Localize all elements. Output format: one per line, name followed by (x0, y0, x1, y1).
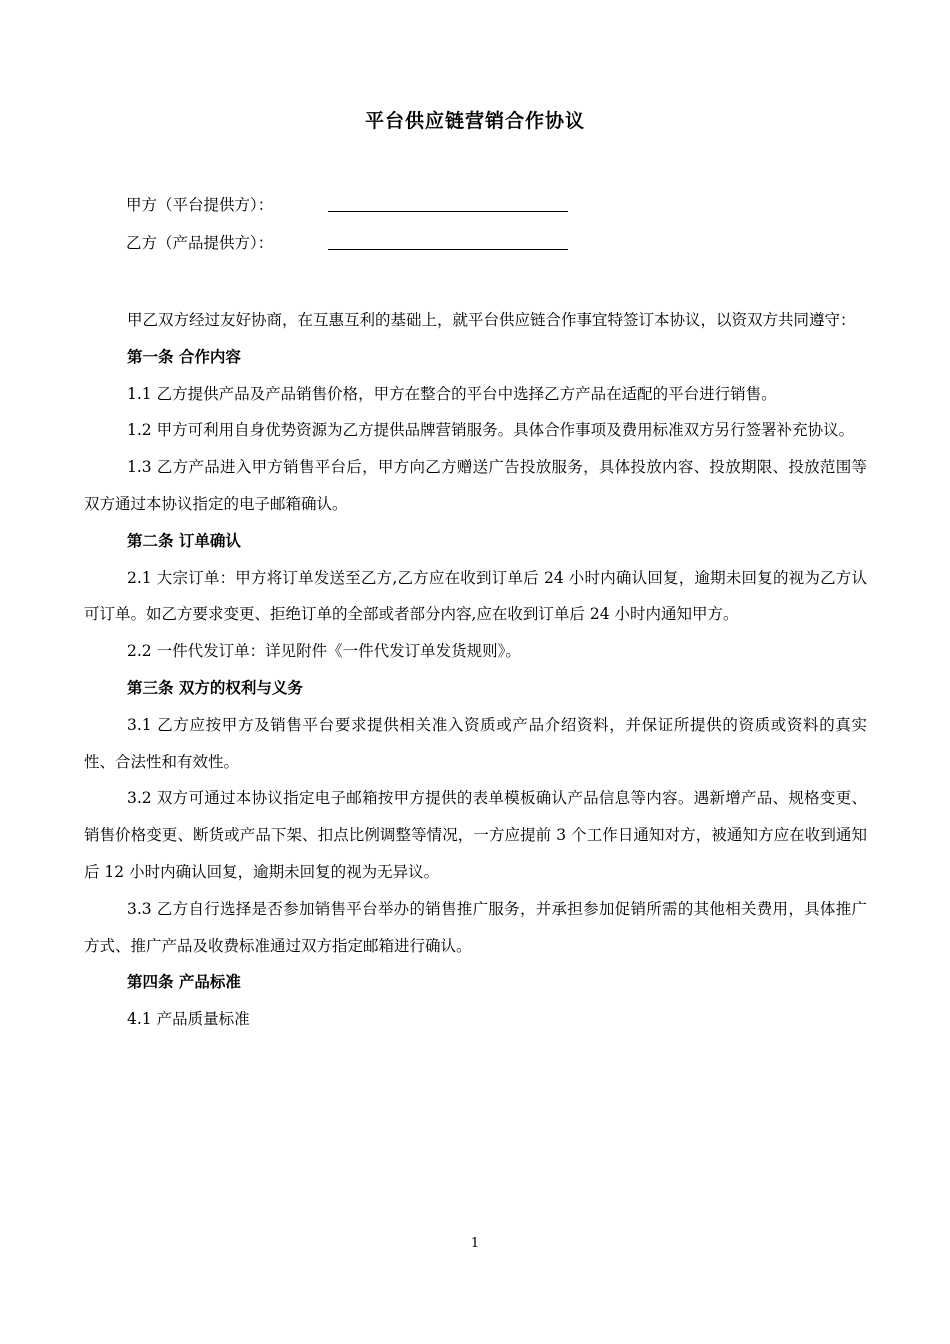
party-a-row (126, 193, 328, 217)
party-a-label: 甲方（平台提供方）： (126, 196, 274, 214)
party-b-blank-line (328, 249, 568, 250)
section-heading: 第四条 产品标准 (127, 973, 241, 992)
party-b-label: 乙方（产品提供方）： (126, 234, 274, 252)
page-number: 1 (470, 1236, 480, 1251)
section-heading: 第三条 双方的权利与义务 (127, 678, 303, 697)
clause: 3.1 乙方应按甲方及销售平台要求提供相关准入资质或产品介绍资料，并保证所提供的资质或资料的真实性、合法性和有效性。 (84, 715, 867, 771)
party-b-row (126, 231, 328, 255)
section-heading: 第一条 合作内容 (127, 347, 241, 366)
clause: 4.1 产品质量标准 (127, 1010, 250, 1029)
clause: 1.2 甲方可利用自身优势资源为乙方提供品牌营销服务。具体合作事项及费用标准双方另行签署补充协议。 (127, 421, 855, 440)
clause: 2.1 大宗订单：甲方将订单发送至乙方,乙方应在收到订单后 24 小时内确认回复，逾期未回复的视为乙方认可订单。如乙方要求变更、拒绝订单的全部或者部分内容,应在收到订单后 24 小时内通知甲方。 (84, 568, 867, 624)
document-body (84, 302, 867, 1038)
document-title: 平台供应链营销合作协议 (364, 110, 585, 132)
preamble: 甲乙双方经过友好协商，在互惠互利的基础上，就平台供应链合作事宜特签订本协议，以资双方共同遵守： (127, 311, 856, 329)
clause: 3.2 双方可通过本协议指定电子邮箱按甲方提供的表单模板确认产品信息等内容。遇新增产品、规格变更、销售价格变更、断货或产品下架、扣点比例调整等情况，一方应提前 3 个工作日通知对方，被通知方应在收到通知后 12 小时内确认回复，逾期未回复的视为无异议。 (84, 789, 867, 881)
clause: 2.2 一件代发订单：详见附件《一件代发订单发货规则》。 (127, 642, 521, 661)
clause: 1.1 乙方提供产品及产品销售价格，甲方在整合的平台中选择乙方产品在适配的平台进行销售。 (127, 384, 777, 403)
clause: 1.3 乙方产品进入甲方销售平台后，甲方向乙方赠送广告投放服务，具体投放内容、投放期限、投放范围等双方通过本协议指定的电子邮箱确认。 (84, 458, 867, 513)
party-a-blank-line (328, 211, 568, 212)
clause: 3.3 乙方自行选择是否参加销售平台举办的销售推广服务，并承担参加促销所需的其他相关费用，具体推广方式、推广产品及收费标准通过双方指定邮箱进行确认。 (84, 899, 867, 955)
section-heading: 第二条 订单确认 (127, 531, 241, 550)
